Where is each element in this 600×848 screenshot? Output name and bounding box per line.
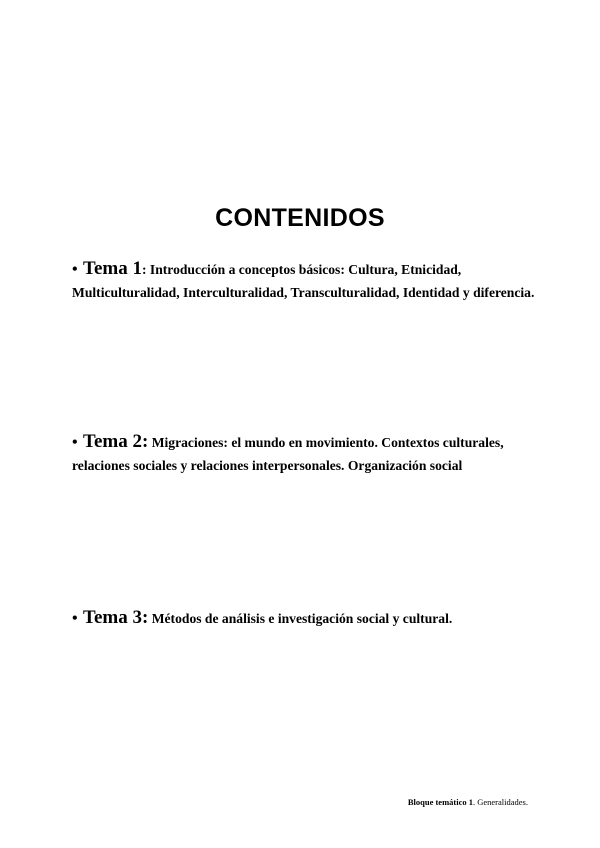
topic-3-description: Métodos de análisis e investigación social y cultural.	[148, 611, 453, 626]
topic-1-description: Introducción a conceptos básicos: Cultura, Etnicidad, Multiculturalidad, Interculturalidad, Transculturalidad, Identidad y diferencia.	[72, 262, 535, 300]
topic-3-label: Tema 3:	[83, 607, 149, 628]
topic-2-label: Tema 2:	[83, 431, 149, 452]
page-footer	[408, 797, 528, 807]
topic-1-separator: :	[141, 262, 147, 277]
page-title: CONTENIDOS	[215, 204, 385, 232]
topic-3	[72, 606, 542, 630]
topic-2-description: Migraciones: el mundo en movimiento. Contextos culturales, relaciones sociales y relaciones interpersonales. Organización social	[72, 435, 504, 473]
footer-block-subtitle: . Generalidades.	[473, 797, 528, 807]
topic-2	[72, 430, 542, 477]
topic-1	[72, 257, 542, 304]
footer-block-title: Bloque temático 1	[407, 797, 473, 807]
bullet-icon: •	[72, 434, 78, 451]
bullet-icon: •	[72, 610, 78, 627]
topic-1-label: Tema 1	[83, 258, 142, 279]
bullet-icon: •	[72, 261, 78, 278]
